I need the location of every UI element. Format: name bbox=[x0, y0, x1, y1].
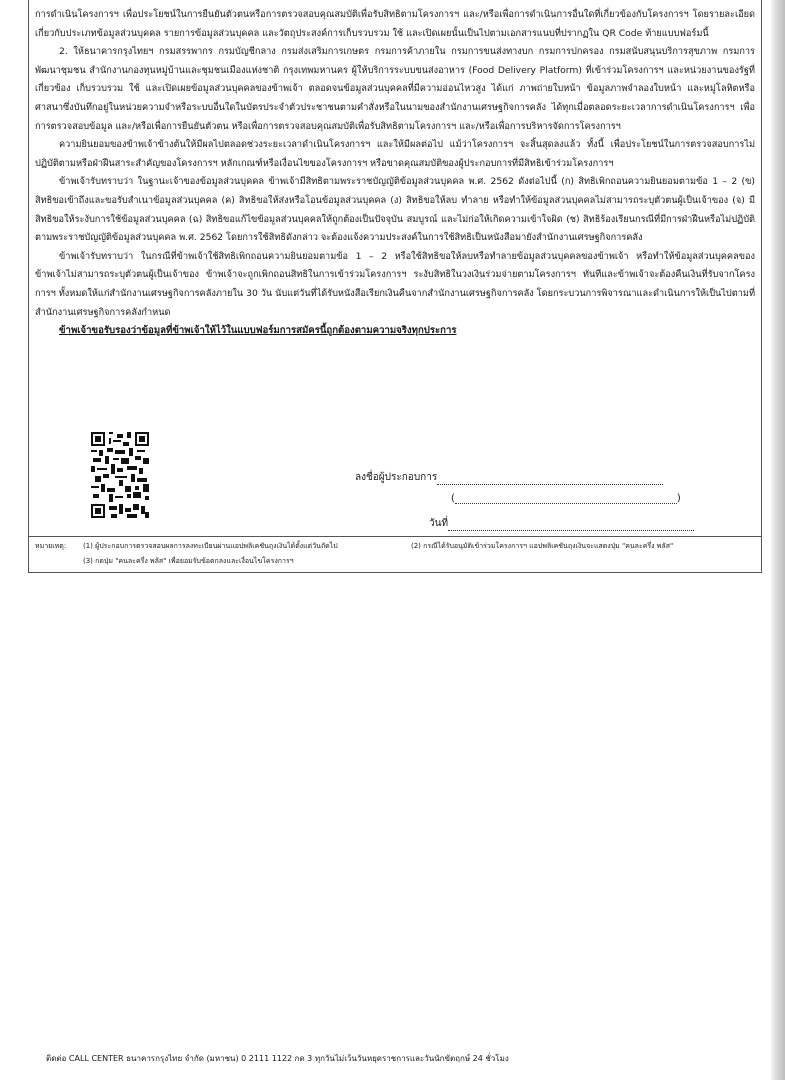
printed-name-field[interactable] bbox=[455, 493, 677, 504]
date-line bbox=[429, 516, 694, 531]
note-3: (3) กดปุ่ม "คนละครึ่ง พลัส" เพื่อยอมรับข้อตกลงและเงื่อนไขโครงการฯ bbox=[83, 557, 294, 565]
notes-divider bbox=[29, 536, 761, 537]
printed-name-line: ( ) bbox=[451, 493, 681, 504]
note-2: (2) กรณีได้รับอนุมัติเข้าร่วมโครงการฯ แอปพลิเคชันถุงเงินจะแสดงปุ่ม "คนละครึ่ง พลัส" bbox=[411, 542, 674, 550]
paragraph-consent-2: 2. ให้ธนาคารกรุงไทยฯ กรมสรรพากร กรมบัญชีกลาง กรมส่งเสริมการเกษตร กรมการค้าภายใน กรมการขนส่งทางบก กรมการปกครอง กรมสนับสนุนบริการสุขภาพ กรมการพัฒนาชุมชน สำนักงานกองทุนหมู่บ้านและชุมชนเมืองแห่งชาติ กรุงเทพมหานคร ผู้ให้บริการระบบขนส่งอาหาร (Food Delivery Platform) ที่เข้าร่วมโครงการฯ และหน่วยงานของรัฐที่เกี่ยวข้อง เก็บรวบรวม ใช้ และเปิดเผยข้อมูลส่วนบุคคลของข้าพเจ้า ตลอดจนข้อมูลส่วนบุคคลที่มีความอ่อนไหวสูง ได้แก่ ภาพถ่ายใบหน้า ข้อมูลภาพจำลองใบหน้า และหมู่โลหิตหรือศาสนาซึ่งบันทึกอยู่ในหน่วยความจำหรือระบบอื่นใดในบัตรประจำตัวประชาชนตามคำสั่งหรือในนามของสำนักงานเศรษฐกิจการคลัง ได้ทุกเมื่อตลอดระยะเวลาการดำเนินโครงการฯ เพื่อการตรวจสอบข้อมูล และ/หรือเพื่อการยืนยันตัวตน หรือเพื่อการตรวจสอบคุณสมบัติเพื่อรับสิทธิตามโครงการฯ และ/หรือเพื่อการบริหารจัดการโครงการฯ bbox=[35, 46, 755, 132]
paragraph-continued: การดำเนินโครงการฯ เพื่อประโยชน์ในการยืนยันตัวตนหรือการตรวจสอบคุณสมบัติเพื่อรับสิทธิตามโครงการฯ และ/หรือเพื่อการดำเนินการอื่นใดที่เกี่ยวข้องกับโครงการฯ โดยรายละเอียดเกี่ยวกับประเภทข้อมูลส่วนบุคคล รายการข้อมูลส่วนบุคคล และวัตถุประสงค์การเก็บรวบรวม ใช้ และเปิดเผยนั้นเป็นไปตามเอกสารแนบที่ปรากฏใน QR Code ท้ายแบบฟอร์มนี้ bbox=[35, 9, 755, 39]
call-center-footer: ติดต่อ CALL CENTER ธนาคารกรุงไทย จำกัด (มหาชน) 0 2111 1122 กด 3 ทุกวันไม่เว้นวันหยุดราชการและวันนักขัตฤกษ์ 24 ชั่วโมง bbox=[46, 1054, 509, 1063]
consent-body bbox=[35, 6, 755, 341]
date-label: วันที่ bbox=[429, 518, 449, 529]
paragraph-data-rights: ข้าพเจ้ารับทราบว่า ในฐานะเจ้าของข้อมูลส่วนบุคคล ข้าพเจ้ามีสิทธิตามพระราชบัญญัติข้อมูลส่วนบุคคล พ.ศ. 2562 ดังต่อไปนี้ (ก) สิทธิเพิกถอนความยินยอมตามข้อ 1 – 2 (ข) สิทธิขอเข้าถึงและขอรับสำเนาข้อมูลส่วนบุคคล (ค) สิทธิขอให้ส่งหรือโอนข้อมูลส่วนบุคคล (ง) สิทธิขอให้ลบ ทำลาย หรือทำให้ข้อมูลส่วนบุคคลไม่สามารถระบุตัวตนผู้เป็นเจ้าของ (จ) มีสิทธิขอให้ระงับการใช้ข้อมูลส่วนบุคคล (ฉ) สิทธิขอแก้ไขข้อมูลส่วนบุคคลให้ถูกต้องเป็นปัจจุบัน สมบูรณ์ และไม่ก่อให้เกิดความเข้าใจผิด (ช) สิทธิร้องเรียนกรณีที่มีการฝ่าฝืนหรือไม่ปฏิบัติตามพระราชบัญญัติข้อมูลส่วนบุคคล พ.ศ. 2562 โดยการใช้สิทธิดังกล่าว จะต้องแจ้งความประสงค์ในการใช้สิทธิเป็นหนังสือมายังสำนักงานเศรษฐกิจการคลัง bbox=[35, 176, 755, 244]
qr-code bbox=[91, 432, 149, 518]
consent-form-box bbox=[28, 0, 762, 573]
page-edge-shadow bbox=[771, 0, 785, 1080]
signature-line bbox=[355, 470, 663, 485]
date-field[interactable] bbox=[448, 520, 694, 531]
paragraph-withdrawal-effect: ข้าพเจ้ารับทราบว่า ในกรณีที่ข้าพเจ้าใช้สิทธิเพิกถอนความยินยอมตามข้อ 1 – 2 หรือใช้สิทธิขอให้ลบหรือทำลายข้อมูลส่วนบุคคลของข้าพเจ้า หรือทำให้ข้อมูลส่วนบุคคลของข้าพเจ้าไม่สามารถระบุตัวตนผู้เป็นเจ้าของ ข้าพเจ้าจะถูกเพิกถอนสิทธิในการเข้าร่วมโครงการฯ ระงับสิทธิในวงเงินร่วมจ่ายตามโครงการฯ ทันทีและข้าพเจ้าจะต้องคืนเงินที่รับจากโครงการฯ ทั้งหมดให้แก่สำนักงานเศรษฐกิจการคลังภายใน 30 วัน นับแต่วันที่ได้รับหนังสือเรียกเงินคืนจากสำนักงานเศรษฐกิจการคลัง โดยกระบวนการพิจารณาและดำเนินการให้เป็นไปตามที่สำนักงานเศรษฐกิจการคลังกำหนด bbox=[35, 250, 755, 318]
signature-label: ลงชื่อผู้ประกอบการ bbox=[355, 472, 438, 483]
paragraph-consent-duration: ความยินยอมของข้าพเจ้าข้างต้นให้มีผลไปตลอดช่วงระยะเวลาดำเนินโครงการฯ และให้มีผลต่อไป แม้ว่าโครงการฯ จะสิ้นสุดลงแล้ว ทั้งนี้ เพื่อประโยชน์ในการตรวจสอบการไม่ปฏิบัติตามหรือฝ่าฝืนสาระสำคัญของโครงการฯ หลักเกณฑ์หรือเงื่อนไขของโครงการฯ หรือขาดคุณสมบัติของผู้ประกอบการที่มีสิทธิเข้าร่วมโครงการฯ bbox=[35, 139, 755, 169]
certification-statement: ข้าพเจ้าขอรับรองว่าข้อมูลที่ข้าพเจ้าให้ไว้ในแบบฟอร์มการสมัครนี้ถูกต้องตามความจริงทุกประการ bbox=[59, 325, 457, 337]
note-1: (1) ผู้ประกอบการตรวจสอบผลการลงทะเบียนผ่านแอปพลิเคชันถุงเงินได้ตั้งแต่วันถัดไป bbox=[83, 542, 338, 550]
signature-field[interactable] bbox=[437, 474, 663, 485]
notes-title: หมายเหตุ: bbox=[35, 542, 67, 550]
